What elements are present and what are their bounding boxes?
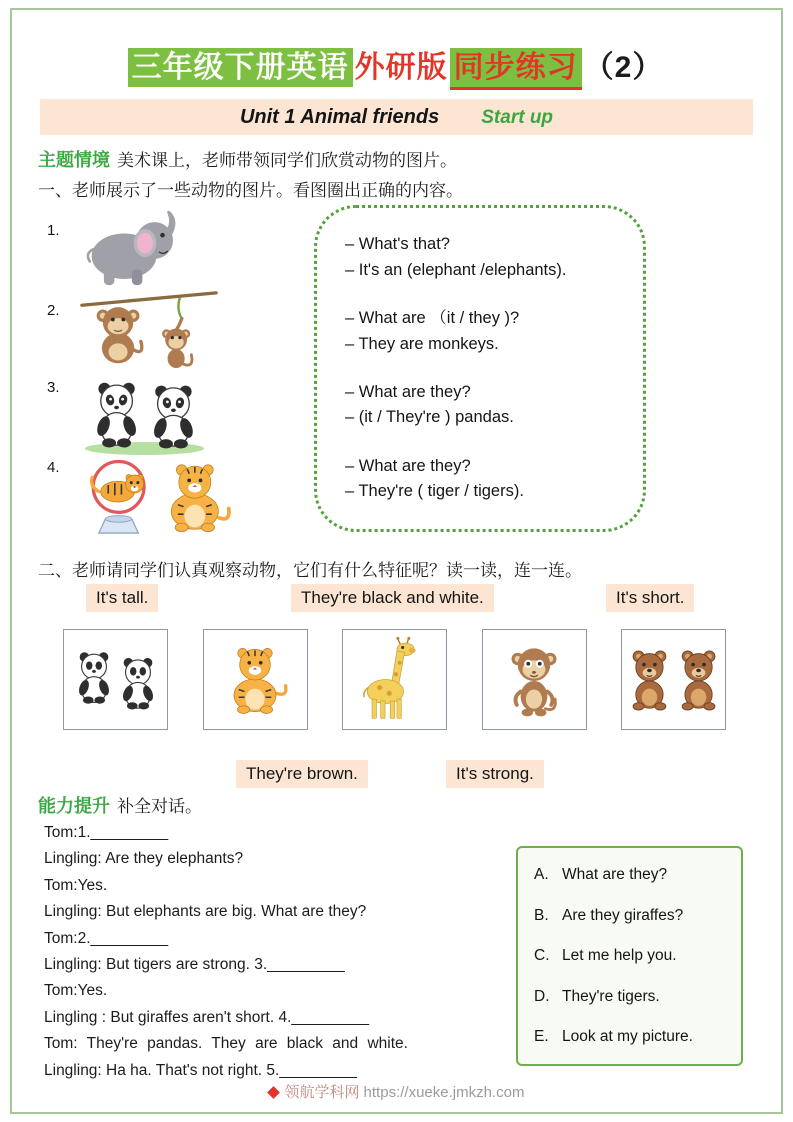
title-number: （2） bbox=[583, 51, 664, 84]
dialogue-answer: – They're ( tiger / tigers). bbox=[345, 482, 524, 501]
tag-theyre-brown: They're brown. bbox=[236, 760, 368, 788]
dialogue-line: Lingling: Are they elephants? bbox=[44, 850, 244, 868]
dialogue-answer: – (it / They're ) pandas. bbox=[345, 408, 514, 427]
page-title bbox=[0, 42, 793, 86]
pandas-choice-box bbox=[63, 629, 168, 730]
option-text: What are they? bbox=[562, 866, 668, 883]
dialogue-line: Tom:2._________ bbox=[44, 929, 169, 947]
section2-heading: 二、老师请同学们认真观察动物，它们有什么特征呢？读一读，连一连。 bbox=[38, 561, 582, 580]
dialogue-line: Tom:Yes. bbox=[44, 982, 108, 1000]
dialogue-group-4 bbox=[345, 454, 615, 505]
option-text: Let me help you. bbox=[562, 947, 677, 964]
theme-label: 主题情境 bbox=[38, 150, 110, 170]
dialogue-line: Lingling: Ha ha. That's not right. 5._________ bbox=[44, 1061, 357, 1079]
site-name: 领航学科网 bbox=[284, 1084, 360, 1101]
option-text: Look at my picture. bbox=[562, 1028, 693, 1045]
dialogue-group-2 bbox=[345, 306, 615, 357]
monkey-small-image bbox=[486, 636, 582, 724]
dialogue-answer: – It's an (elephant /elephants). bbox=[345, 260, 567, 279]
unit-title: Unit 1 Animal friends bbox=[239, 106, 440, 128]
item-number-3: 3. bbox=[47, 379, 60, 396]
dialogue-line: Tom:Yes. bbox=[44, 876, 108, 894]
item-number-4: 4. bbox=[47, 459, 60, 476]
ability-label: 能力提升 bbox=[38, 796, 110, 816]
pandas-image bbox=[82, 373, 208, 455]
section3-heading bbox=[38, 792, 202, 818]
bears-choice-box bbox=[621, 629, 726, 730]
title-edition: 外研版 bbox=[354, 51, 448, 84]
option-d bbox=[534, 988, 725, 1006]
option-letter: D. bbox=[534, 987, 550, 1005]
dialogue-answer: – They are monkeys. bbox=[345, 334, 499, 353]
pandas-small-image bbox=[68, 636, 164, 724]
bears-small-image bbox=[624, 638, 724, 722]
option-b bbox=[534, 907, 725, 925]
footer bbox=[0, 1081, 793, 1102]
completion-dialogue bbox=[44, 820, 514, 1084]
tag-its-short: It's short. bbox=[606, 584, 694, 612]
dialogue-line: Lingling: But elephants are big. What are they? bbox=[44, 903, 367, 921]
option-text: Are they giraffes? bbox=[562, 906, 684, 924]
dialogue-group-3 bbox=[345, 380, 615, 431]
dialogue-group-1 bbox=[345, 232, 615, 283]
item-number-2: 2. bbox=[47, 302, 60, 319]
item-number-1: 1. bbox=[47, 222, 60, 239]
dialogue-box bbox=[314, 205, 646, 532]
tag-its-tall: It's tall. bbox=[86, 584, 158, 612]
option-e bbox=[534, 1028, 725, 1046]
option-text: They're tigers. bbox=[562, 987, 660, 1005]
option-letter: C. bbox=[534, 947, 550, 964]
dialogue-line: Tom: They're pandas. They are black and white. bbox=[44, 1035, 408, 1053]
unit-banner bbox=[40, 99, 753, 135]
section3-instruction: 补全对话。 bbox=[117, 797, 202, 816]
intro-line bbox=[38, 146, 457, 172]
section1-heading: 一、老师展示了一些动物的图片。看图圈出正确的内容。 bbox=[38, 181, 463, 200]
giraffe-small-image bbox=[347, 636, 443, 724]
option-letter: A. bbox=[534, 866, 549, 883]
dialogue-question: – What are they? bbox=[345, 456, 471, 475]
title-grade: 三年级下册英语 bbox=[128, 48, 353, 87]
option-a bbox=[534, 866, 725, 884]
dialogue-line: Lingling : But giraffes aren't short. 4._________ bbox=[44, 1008, 369, 1026]
tiger-small-image bbox=[207, 636, 303, 724]
dialogue-question: – What's that? bbox=[345, 235, 450, 253]
tag-black-and-white: They're black and white. bbox=[291, 584, 494, 612]
option-c bbox=[534, 947, 725, 965]
tag-its-strong: It's strong. bbox=[446, 760, 544, 788]
intro-text: 美术课上，老师带领同学们欣赏动物的图片。 bbox=[117, 151, 457, 170]
dialogue-question: – What are （it / they )? bbox=[345, 308, 520, 327]
site-logo-icon bbox=[267, 1086, 280, 1099]
tiger-choice-box bbox=[203, 629, 308, 730]
monkeys-image bbox=[80, 288, 218, 372]
option-letter: E. bbox=[534, 1028, 549, 1045]
dialogue-line: Tom:1._________ bbox=[44, 824, 169, 841]
tigers-image bbox=[80, 452, 240, 535]
monkey-choice-box bbox=[482, 629, 587, 730]
giraffe-choice-box bbox=[342, 629, 447, 730]
title-practice: 同步练习 bbox=[450, 48, 582, 90]
site-url[interactable]: https://xueke.jmkzh.com bbox=[363, 1084, 525, 1101]
animal-choices-row bbox=[63, 629, 726, 730]
dialogue-question: – What are they? bbox=[345, 382, 471, 401]
elephant-image bbox=[82, 204, 187, 290]
dialogue-line: Lingling: But tigers are strong. 3._________ bbox=[44, 956, 345, 974]
answer-options-box bbox=[516, 846, 743, 1066]
option-letter: B. bbox=[534, 906, 549, 924]
startup-label: Start up bbox=[481, 107, 554, 128]
